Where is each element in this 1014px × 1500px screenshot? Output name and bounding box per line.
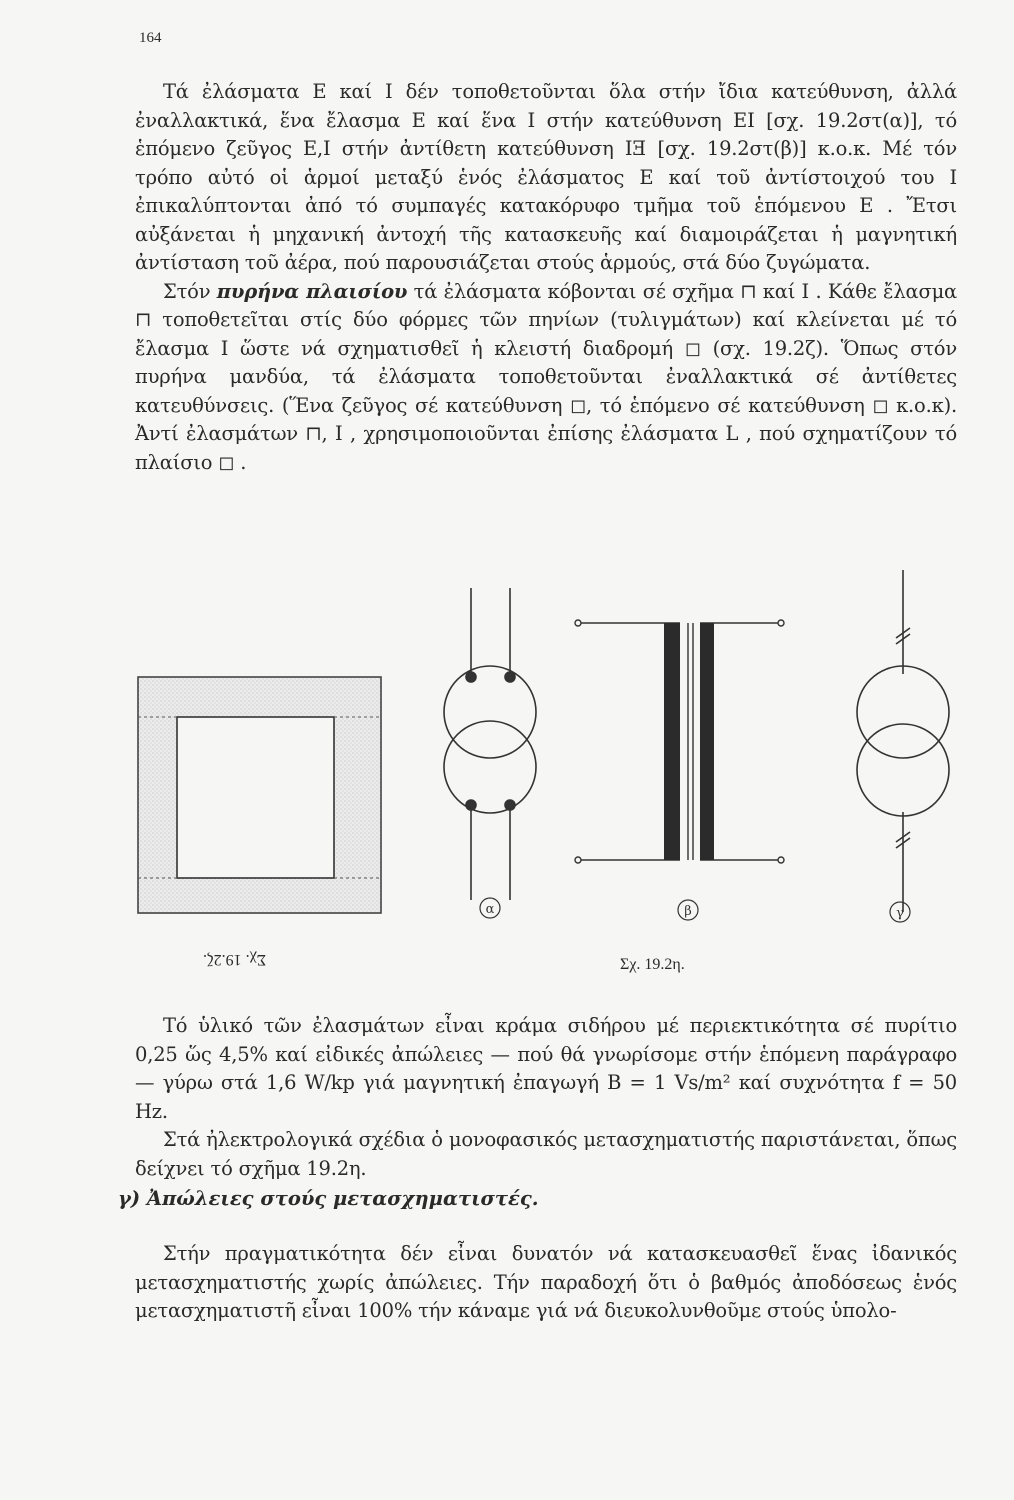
paragraph: Στήν πραγματικότητα δέν εἶναι δυνατόν νά κατασκευασθεῖ ἕνας ἰδανικός μετασχηματιστής χωρίς ἀπώλειες. Τήν παραδοχή ὅτι ὁ βαθμός ἀποδόσεως ἑνός μετασχηματιστῆ εἶναι 100% τήν κάναμε γιά νά διευκολυνθοῦμε στούς ὑπολο- xyxy=(135,1242,957,1322)
label-beta: β xyxy=(684,904,692,919)
paragraph: Στά ἠλεκτρολογικά σχέδια ὁ μονοφασικός μετασχηματιστής παριστάνεται, ὅπως δείχνει τό σχῆμα 19.2η. xyxy=(135,1128,957,1180)
paragraph: Τό ὑλικό τῶν ἐλασμάτων εἶναι κράμα σιδήρου μέ περιεκτικότητα σέ πυρίτιο 0,25 ὥς 4,5% καί εἰδικές ἀπώλειες — πού θά γνωρίσομε στήν ἑπόμενη παράγραφο — γύρω στά 1,6 W/kp γιά μαγνητική ἐπαγωγή B = 1 Vs/m² καί συχνότητα f = 50 Hz. xyxy=(135,1014,957,1123)
transformer-symbol-gamma xyxy=(857,570,949,912)
figure-drawing xyxy=(0,560,1014,1000)
paragraph-body: τά ἐλάσματα κόβονται σέ σχῆμα ⊓ καί I . Κάθε ἔλασμα ⊓ τοποθετεῖται στίς δύο φόρμες τῶν πηνίων (τυλιγμάτων) καί κλείνεται μέ τό ἔλασμα I ὥστε νά σχηματισθεῖ ἡ κλειστή διαδρομή ◻ (σχ. 19.2ζ). Ὅπως στόν πυρήνα μανδύα, τά ἐλάσματα τοποθετοῦνται ἐναλλακτικά σέ ἀντίθετες κατευθύνσεις. (Ἕνα ζεῦγος σέ κατεύθυνση ◻, τό ἑπόμενο σέ κατεύθυνση ◻ κ.ο.κ). Ἀντί ἐλασμάτων ⊓, I , χρησιμοποιοῦνται ἐπίσης ἐλάσματα L , πού σχηματίζουν τό πλαίσιο ◻ . xyxy=(135,279,958,474)
figure-caption: Σχ. 19.2η. xyxy=(620,956,685,973)
text-block-bottom xyxy=(135,1012,957,1183)
section-heading: γ) Ἀπώλειες στούς μετασχηματιστές. xyxy=(118,1187,539,1210)
transformer-symbol-alpha xyxy=(444,588,536,900)
frame-core-drawing xyxy=(138,677,381,913)
figure-caption-mirrored: Σχ. 19.2ζ. xyxy=(203,951,267,968)
text-block-final xyxy=(135,1240,957,1326)
label-alpha: α xyxy=(485,902,495,917)
label-gamma: γ xyxy=(896,906,904,921)
paragraph-lead: Στόν xyxy=(163,279,211,303)
paragraph: Τά ἐλάσματα E καί I δέν τοποθετοῦνται ὅλα στήν ἴδια κατεύθυνση, ἀλλά ἐναλλακτικά, ἕνα ἔλασμα E καί ἕνα I στήν κατεύθυνση EI [σχ. 19.2στ(α)], τό ἑπόμενο ζεῦγος E,I στήν ἀντίθετη κατεύθυνση IƎ [σχ. 19.2στ(β)] κ.ο.κ. Μέ τόν τρόπο αὐτό οἱ ἁρμοί μεταξύ ἑνός ἐλάσματος E καί τοῦ ἀντίστοιχού του I ἐπικαλύπτονται ἀπό τό συμπαγές κατακόρυφο τμῆμα τοῦ ἑπόμενου E . Ἔτσι αὐξάνεται ἡ μηχανική ἀντοχή τῆς κατασκευῆς καί διαμοιράζεται ἡ μαγνητική ἀντίσταση τοῦ ἀέρα, πού παρουσιάζεται στούς ἁρμούς, στά δύο ζυγώματα. xyxy=(135,80,957,274)
paragraph xyxy=(135,278,957,478)
emphasis-term: πυρήνα πλαισίου xyxy=(216,279,408,303)
text-block-top xyxy=(135,78,957,477)
page-number: 164 xyxy=(139,30,162,46)
figure xyxy=(0,560,1014,1000)
transformer-symbol-beta xyxy=(575,620,784,863)
